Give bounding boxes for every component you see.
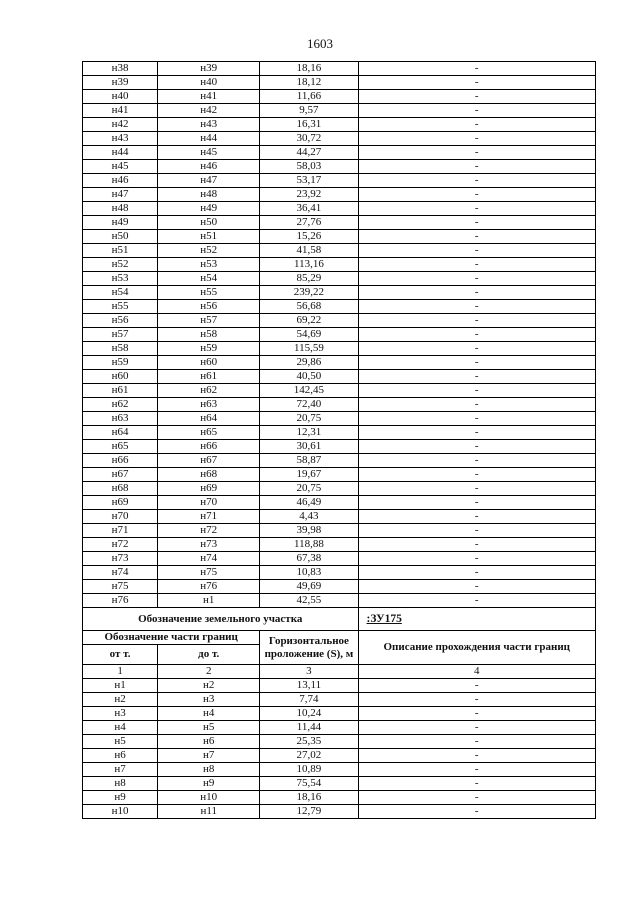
from-point-cell: н39 [83,76,158,90]
table-row [83,566,596,580]
from-point-header: от т. [83,645,158,665]
horizontal-distance-cell: 12,79 [260,805,358,819]
horizontal-distance-header: Горизонтальное проложение (S), м [260,631,358,665]
horizontal-distance-cell: 46,49 [260,496,358,510]
from-point-cell: н65 [83,440,158,454]
to-point-cell: н71 [158,510,260,524]
table-row [83,482,596,496]
from-point-cell: н63 [83,412,158,426]
from-point-cell: н61 [83,384,158,398]
description-cell: - [358,244,595,258]
table-row [83,524,596,538]
to-point-cell: н4 [158,707,260,721]
column-number: 3 [260,665,358,679]
horizontal-distance-cell: 18,16 [260,791,358,805]
page-number: 1603 [307,36,333,51]
to-point-cell: н61 [158,370,260,384]
to-point-cell: н44 [158,132,260,146]
from-point-cell: н45 [83,160,158,174]
horizontal-distance-cell: 15,26 [260,230,358,244]
description-cell: - [358,679,595,693]
description-cell: - [358,188,595,202]
table-row [83,314,596,328]
from-point-cell: н53 [83,272,158,286]
table-row [83,342,596,356]
from-point-cell: н7 [83,763,158,777]
to-point-cell: н45 [158,146,260,160]
to-point-cell: н64 [158,412,260,426]
description-cell: - [358,230,595,244]
horizontal-distance-cell: 27,76 [260,216,358,230]
horizontal-distance-cell: 239,22 [260,286,358,300]
to-point-cell: н3 [158,693,260,707]
from-point-cell: н70 [83,510,158,524]
description-cell: - [358,496,595,510]
to-point-cell: н8 [158,763,260,777]
from-point-cell: н58 [83,342,158,356]
from-point-cell: н50 [83,230,158,244]
table-row [83,188,596,202]
to-point-cell: н66 [158,440,260,454]
from-point-cell: н49 [83,216,158,230]
from-point-cell: н43 [83,132,158,146]
table-row [83,202,596,216]
description-cell: - [358,314,595,328]
table-row [83,76,596,90]
description-cell: - [358,286,595,300]
column-number: 4 [358,665,595,679]
horizontal-distance-cell: 30,61 [260,440,358,454]
table-row [83,791,596,805]
description-cell: - [358,146,595,160]
to-point-cell: н47 [158,174,260,188]
horizontal-distance-cell: 20,75 [260,482,358,496]
to-point-cell: н65 [158,426,260,440]
description-cell: - [358,791,595,805]
from-point-cell: н10 [83,805,158,819]
to-point-cell: н67 [158,454,260,468]
table-row [83,426,596,440]
table-row [83,244,596,258]
from-point-cell: н62 [83,398,158,412]
to-point-cell: н63 [158,398,260,412]
to-point-cell: н69 [158,482,260,496]
parcel-row [83,608,596,631]
horizontal-distance-cell: 23,92 [260,188,358,202]
horizontal-distance-cell: 16,31 [260,118,358,132]
horizontal-distance-cell: 72,40 [260,398,358,412]
description-cell: - [358,594,595,608]
description-cell: - [358,454,595,468]
column-header-row [83,631,596,645]
description-cell: - [358,132,595,146]
from-point-cell: н41 [83,104,158,118]
horizontal-distance-cell: 115,59 [260,342,358,356]
to-point-cell: н39 [158,62,260,76]
horizontal-distance-cell: 11,66 [260,90,358,104]
description-cell: - [358,805,595,819]
description-cell: - [358,566,595,580]
description-cell: - [358,580,595,594]
description-cell: - [358,76,595,90]
to-point-cell: н40 [158,76,260,90]
horizontal-distance-cell: 9,57 [260,104,358,118]
to-point-cell: н58 [158,328,260,342]
horizontal-distance-cell: 58,87 [260,454,358,468]
horizontal-distance-cell: 39,98 [260,524,358,538]
from-point-cell: н73 [83,552,158,566]
description-cell: - [358,482,595,496]
horizontal-distance-cell: 41,58 [260,244,358,258]
description-cell: - [358,440,595,454]
to-point-cell: н6 [158,735,260,749]
horizontal-distance-cell: 18,12 [260,76,358,90]
description-cell: - [358,468,595,482]
horizontal-distance-cell: 118,88 [260,538,358,552]
table-row [83,132,596,146]
table-row [83,510,596,524]
to-point-cell: н10 [158,791,260,805]
horizontal-distance-cell: 69,22 [260,314,358,328]
description-cell: - [358,258,595,272]
table-row [83,328,596,342]
to-point-cell: н75 [158,566,260,580]
table-row [83,454,596,468]
table-row [83,412,596,426]
horizontal-distance-cell: 67,38 [260,552,358,566]
table-row [83,356,596,370]
parcel-header-section [83,608,596,679]
horizontal-distance-cell: 56,68 [260,300,358,314]
to-point-cell: н59 [158,342,260,356]
description-cell: - [358,118,595,132]
horizontal-distance-cell: 142,45 [260,384,358,398]
from-point-cell: н54 [83,286,158,300]
table-row [83,216,596,230]
horizontal-distance-cell: 10,83 [260,566,358,580]
to-point-cell: н51 [158,230,260,244]
horizontal-distance-cell: 58,03 [260,160,358,174]
horizontal-distance-cell: 20,75 [260,412,358,426]
description-cell: - [358,384,595,398]
description-cell: - [358,538,595,552]
table-row [83,160,596,174]
table-row [83,552,596,566]
horizontal-distance-cell: 49,69 [260,580,358,594]
table-row [83,580,596,594]
table-row [83,62,596,76]
horizontal-distance-cell: 54,69 [260,328,358,342]
table-row [83,370,596,384]
table-row [83,90,596,104]
horizontal-distance-cell: 18,16 [260,62,358,76]
table-row [83,679,596,693]
parcel-code: :ЗУ175 [358,608,595,631]
from-point-cell: н1 [83,679,158,693]
description-cell: - [358,721,595,735]
to-point-header: до т. [158,645,260,665]
to-point-cell: н1 [158,594,260,608]
table-row [83,496,596,510]
to-point-cell: н43 [158,118,260,132]
from-point-cell: н66 [83,454,158,468]
horizontal-distance-cell: 44,27 [260,146,358,160]
description-cell: - [358,370,595,384]
from-point-cell: н4 [83,721,158,735]
description-cell: - [358,356,595,370]
table-row [83,735,596,749]
from-point-cell: н75 [83,580,158,594]
description-cell: - [358,328,595,342]
boundary-rows-zu175 [83,679,596,819]
description-cell: - [358,160,595,174]
column-number: 2 [158,665,260,679]
description-cell: - [358,524,595,538]
from-point-cell: н57 [83,328,158,342]
from-point-cell: н60 [83,370,158,384]
table-row [83,763,596,777]
description-cell: - [358,104,595,118]
parcel-label: Обозначение земельного участка [83,608,359,631]
table-row [83,258,596,272]
horizontal-distance-cell: 4,43 [260,510,358,524]
horizontal-distance-cell: 19,67 [260,468,358,482]
description-cell: - [358,412,595,426]
horizontal-distance-cell: 42,55 [260,594,358,608]
from-point-cell: н46 [83,174,158,188]
to-point-cell: н53 [158,258,260,272]
to-point-cell: н62 [158,384,260,398]
from-point-cell: н42 [83,118,158,132]
from-point-cell: н55 [83,300,158,314]
description-cell: - [358,174,595,188]
description-cell: - [358,693,595,707]
description-cell: - [358,510,595,524]
to-point-cell: н76 [158,580,260,594]
table-row [83,468,596,482]
table-row [83,230,596,244]
from-point-cell: н51 [83,244,158,258]
description-cell: - [358,426,595,440]
from-point-cell: н9 [83,791,158,805]
to-point-cell: н55 [158,286,260,300]
from-point-cell: н47 [83,188,158,202]
to-point-cell: н49 [158,202,260,216]
description-cell: - [358,300,595,314]
table-row [83,384,596,398]
from-point-cell: н8 [83,777,158,791]
from-point-cell: н71 [83,524,158,538]
to-point-cell: н54 [158,272,260,286]
table-row [83,538,596,552]
table-row [83,104,596,118]
table-row [83,272,596,286]
table-row [83,721,596,735]
to-point-cell: н5 [158,721,260,735]
description-cell: - [358,342,595,356]
from-point-cell: н48 [83,202,158,216]
description-cell: - [358,763,595,777]
from-point-cell: н44 [83,146,158,160]
description-cell: - [358,552,595,566]
from-point-cell: н2 [83,693,158,707]
to-point-cell: н7 [158,749,260,763]
table-row [83,174,596,188]
from-point-cell: н3 [83,707,158,721]
to-point-cell: н48 [158,188,260,202]
horizontal-distance-cell: 40,50 [260,370,358,384]
description-cell: - [358,777,595,791]
horizontal-distance-cell: 10,24 [260,707,358,721]
table-row [83,707,596,721]
to-point-cell: н41 [158,90,260,104]
to-point-cell: н57 [158,314,260,328]
from-point-cell: н69 [83,496,158,510]
to-point-cell: н60 [158,356,260,370]
from-point-cell: н59 [83,356,158,370]
table-row [83,286,596,300]
description-cell: - [358,735,595,749]
from-point-cell: н52 [83,258,158,272]
horizontal-distance-cell: 36,41 [260,202,358,216]
boundary-points-header: Обозначение части границ [83,631,260,645]
table-row [83,749,596,763]
horizontal-distance-cell: 113,16 [260,258,358,272]
to-point-cell: н46 [158,160,260,174]
horizontal-distance-cell: 29,86 [260,356,358,370]
to-point-cell: н72 [158,524,260,538]
table-row [83,693,596,707]
from-point-cell: н5 [83,735,158,749]
to-point-cell: н11 [158,805,260,819]
table-row [83,805,596,819]
to-point-cell: н70 [158,496,260,510]
description-cell: - [358,749,595,763]
column-number: 1 [83,665,158,679]
table-row [83,146,596,160]
to-point-cell: н74 [158,552,260,566]
from-point-cell: н64 [83,426,158,440]
description-cell: - [358,90,595,104]
horizontal-distance-cell: 11,44 [260,721,358,735]
description-cell: - [358,62,595,76]
horizontal-distance-cell: 85,29 [260,272,358,286]
horizontal-distance-cell: 27,02 [260,749,358,763]
to-point-cell: н9 [158,777,260,791]
from-point-cell: н38 [83,62,158,76]
horizontal-distance-cell: 13,11 [260,679,358,693]
description-cell: - [358,707,595,721]
from-point-cell: н76 [83,594,158,608]
to-point-cell: н68 [158,468,260,482]
horizontal-distance-cell: 53,17 [260,174,358,188]
to-point-cell: н50 [158,216,260,230]
horizontal-distance-cell: 10,89 [260,763,358,777]
table-row [83,777,596,791]
horizontal-distance-cell: 7,74 [260,693,358,707]
table-row [83,118,596,132]
table-row [83,398,596,412]
from-point-cell: н6 [83,749,158,763]
from-point-cell: н40 [83,90,158,104]
horizontal-distance-cell: 25,35 [260,735,358,749]
to-point-cell: н2 [158,679,260,693]
boundary-table [82,61,596,819]
table-row [83,300,596,314]
table-row [83,440,596,454]
description-cell: - [358,216,595,230]
horizontal-distance-cell: 12,31 [260,426,358,440]
to-point-cell: н56 [158,300,260,314]
table-row [83,594,596,608]
from-point-cell: н68 [83,482,158,496]
description-cell: - [358,202,595,216]
from-point-cell: н72 [83,538,158,552]
from-point-cell: н74 [83,566,158,580]
column-number-row [83,665,596,679]
boundary-rows-continued [83,62,596,608]
description-cell: - [358,398,595,412]
horizontal-distance-cell: 75,54 [260,777,358,791]
horizontal-distance-cell: 30,72 [260,132,358,146]
to-point-cell: н52 [158,244,260,258]
to-point-cell: н42 [158,104,260,118]
from-point-cell: н67 [83,468,158,482]
description-header: Описание прохождения части границ [358,631,595,665]
description-cell: - [358,272,595,286]
from-point-cell: н56 [83,314,158,328]
to-point-cell: н73 [158,538,260,552]
